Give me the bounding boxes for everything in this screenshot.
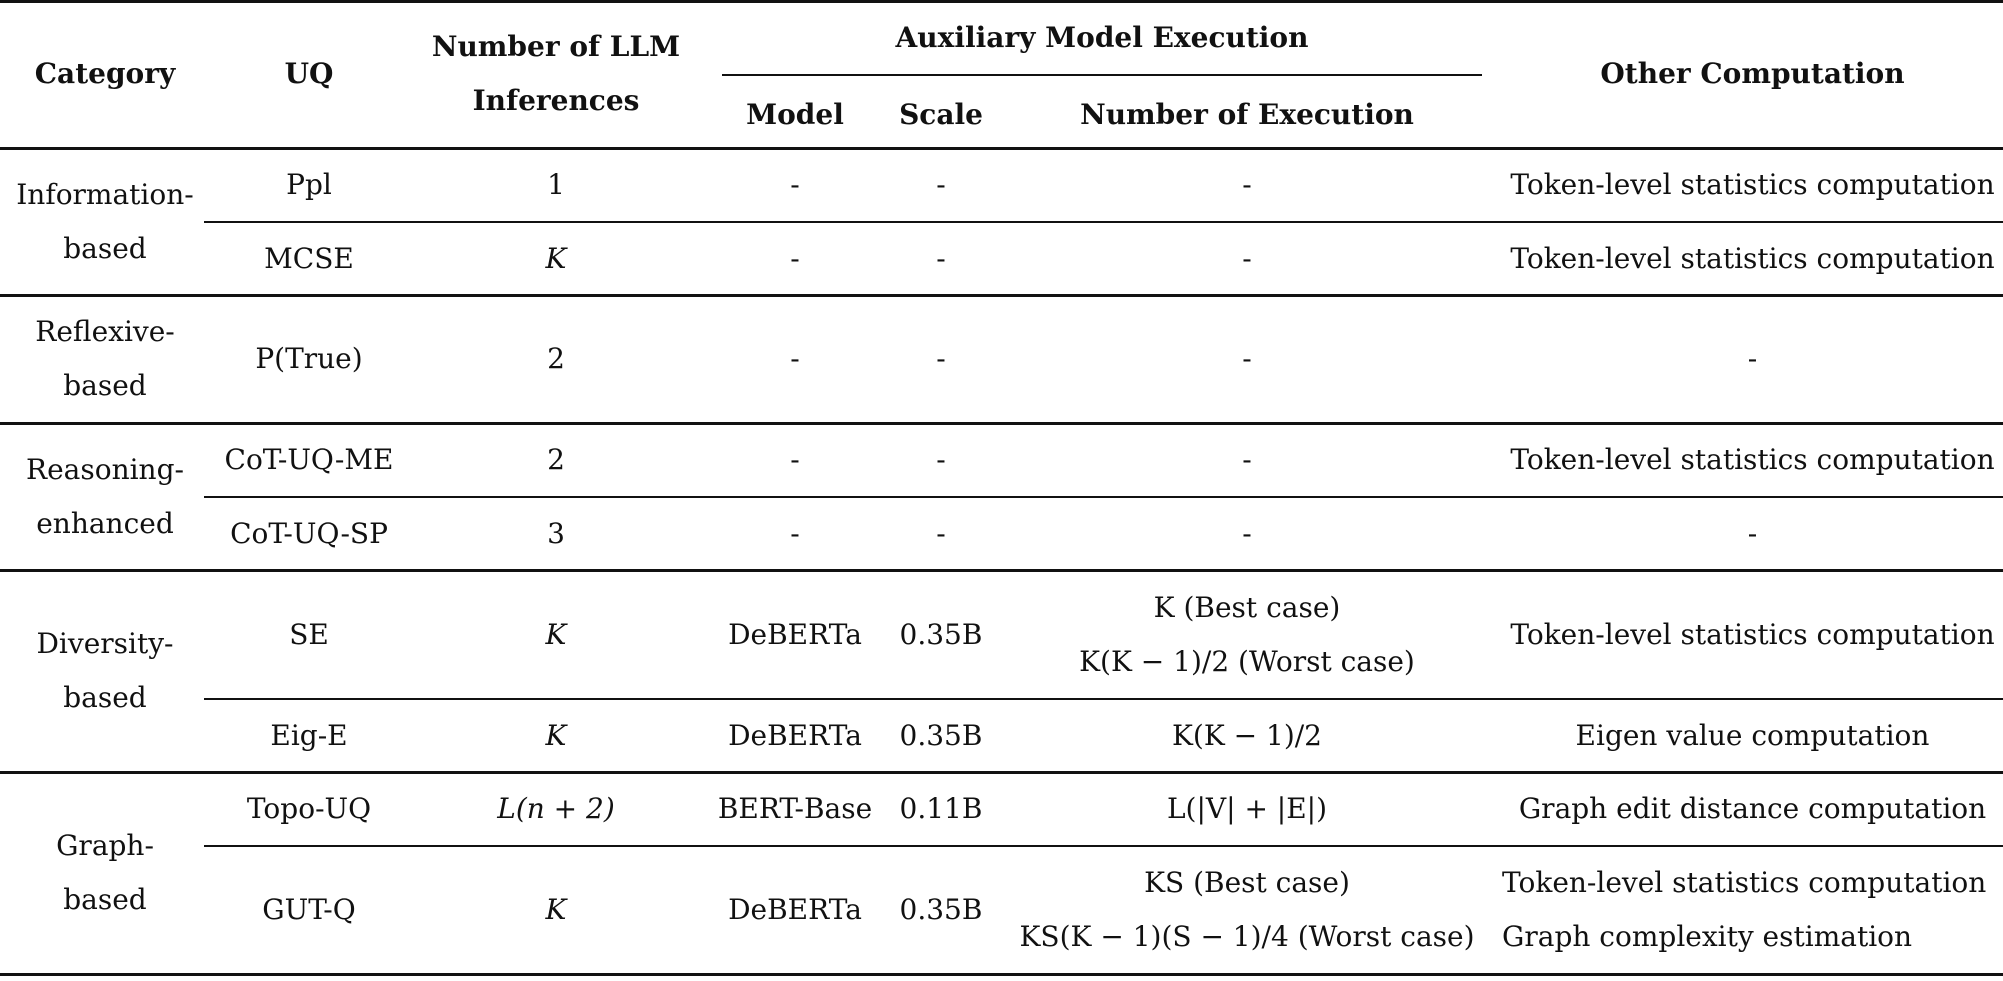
uq-method-cell: CoT-UQ-ME: [224, 443, 394, 476]
other-computation-line: Token-level statistics computation: [1510, 168, 1995, 201]
uq-method-cell: SE: [289, 617, 329, 651]
other-computation-cell: [1502, 296, 2003, 422]
num-execution-line: KS (Best case): [1144, 866, 1350, 899]
num-execution-cell: [992, 223, 1502, 294]
aux-scale-cell: -: [936, 516, 946, 550]
category-line1: Graph-: [56, 829, 154, 862]
llm-inferences-cell: K: [545, 718, 567, 752]
category-line2: based: [63, 681, 147, 714]
header-num-execution: Number of Execution: [1080, 98, 1414, 131]
other-computation-cell: [1502, 149, 2003, 221]
num-execution-line: K (Best case): [1153, 590, 1341, 624]
aux-scale-cell: -: [936, 241, 946, 275]
category-cell: [0, 571, 210, 771]
aux-scale-cell: -: [936, 443, 946, 476]
num-execution-line: -: [1242, 168, 1252, 201]
aux-model-cell: DeBERTa: [728, 617, 862, 651]
llm-inferences-cell: K: [545, 241, 567, 275]
llm-inferences-cell: 2: [547, 342, 565, 375]
other-computation-cell: [1502, 700, 2003, 771]
header-category: Category: [34, 56, 176, 90]
uq-method-cell: MCSE: [264, 241, 354, 275]
other-computation-line: -: [1747, 342, 1758, 375]
other-computation-line: Token-level statistics computation: [1502, 866, 1987, 899]
category-cell: [0, 773, 210, 973]
other-computation-cell: [1502, 847, 2003, 973]
aux-model-cell: -: [790, 168, 800, 201]
aux-scale-cell: -: [936, 168, 946, 201]
llm-inferences-cell: K: [545, 617, 567, 651]
other-computation-cell: [1502, 424, 2003, 496]
uq-method-cell: Eig-E: [270, 718, 348, 752]
category-line1: Reasoning-: [26, 452, 184, 486]
num-execution-line: L(|V| + |E|): [1166, 792, 1328, 825]
header-uq: UQ: [284, 56, 334, 90]
num-execution-cell: [992, 773, 1502, 845]
category-line2: based: [63, 231, 147, 265]
num-execution-cell: [992, 424, 1502, 496]
num-execution-line: K(K − 1)/2: [1171, 718, 1322, 752]
other-computation-line: Token-level statistics computation: [1510, 241, 1995, 275]
uq-method-cell: GUT-Q: [262, 893, 356, 926]
other-computation-line: -: [1747, 516, 1758, 550]
aux-model-cell: DeBERTa: [728, 718, 862, 752]
header-aux-group: Auxiliary Model Execution: [895, 21, 1309, 54]
aux-scale-cell: 0.35B: [899, 718, 983, 752]
header-other-computation: Other Computation: [1600, 56, 1905, 90]
num-execution-line: -: [1242, 443, 1252, 476]
other-computation-cell: [1502, 223, 2003, 294]
num-execution-line: -: [1242, 516, 1252, 550]
other-computation-cell: [1502, 498, 2003, 569]
aux-model-cell: -: [790, 443, 800, 476]
aux-model-cell: DeBERTa: [728, 893, 862, 926]
llm-inferences-cell: L(n + 2): [497, 792, 615, 825]
num-execution-cell: [992, 296, 1502, 422]
num-execution-cell: [992, 498, 1502, 569]
aux-scale-cell: 0.35B: [899, 893, 983, 926]
category-line1: Information-: [16, 177, 194, 211]
header-model: Model: [746, 98, 844, 131]
num-execution-cell: [992, 571, 1502, 698]
uq-method-cell: Topo-UQ: [246, 792, 372, 825]
uq-method-cell: Ppl: [286, 168, 332, 201]
num-execution-cell: [992, 700, 1502, 771]
header-scale: Scale: [899, 98, 983, 131]
uq-method-cell: CoT-UQ-SP: [230, 516, 388, 550]
aux-group-rule: [722, 74, 1482, 76]
llm-inferences-cell: 2: [547, 443, 565, 476]
category-cell: [0, 296, 210, 422]
category-cell: [0, 149, 210, 294]
num-execution-line: KS(K − 1)(S − 1)/4 (Worst case): [1019, 920, 1475, 953]
other-computation-line: Graph complexity estimation: [1502, 920, 1913, 953]
other-computation-line: Token-level statistics computation: [1510, 443, 1995, 476]
other-computation-line: Eigen value computation: [1575, 718, 1930, 752]
llm-inferences-cell: K: [545, 893, 567, 926]
aux-model-cell: -: [790, 241, 800, 275]
num-execution-cell: [992, 847, 1502, 973]
category-line2: enhanced: [36, 506, 174, 540]
uq-method-cell: P(True): [255, 342, 363, 375]
aux-model-cell: -: [790, 516, 800, 550]
bottom-rule: [0, 973, 2003, 976]
category-line2: based: [63, 883, 147, 916]
aux-scale-cell: 0.35B: [899, 617, 983, 651]
aux-model-cell: BERT-Base: [717, 792, 873, 825]
other-computation-cell: [1502, 773, 2003, 845]
header-num-llm-inferences: [414, 14, 698, 134]
header-num-llm-line2: Inferences: [472, 84, 640, 117]
other-computation-line: Graph edit distance computation: [1518, 792, 1987, 825]
llm-inferences-cell: 1: [547, 168, 565, 201]
num-execution-line: -: [1242, 342, 1252, 375]
num-execution-line: -: [1242, 241, 1252, 275]
aux-model-cell: -: [790, 342, 800, 375]
category-line2: based: [63, 369, 147, 402]
num-execution-cell: [992, 149, 1502, 221]
category-line1: Reflexive-: [35, 315, 175, 348]
aux-scale-cell: -: [936, 342, 946, 375]
num-execution-line: K(K − 1)/2 (Worst case): [1079, 644, 1415, 678]
other-computation-line: Token-level statistics computation: [1510, 617, 1995, 651]
llm-inferences-cell: 3: [547, 516, 565, 550]
category-cell: [0, 424, 210, 569]
category-line1: Diversity-: [36, 627, 174, 660]
aux-scale-cell: 0.11B: [899, 792, 983, 825]
other-computation-cell: [1502, 571, 2003, 698]
header-num-llm-line1: Number of LLM: [431, 30, 681, 63]
